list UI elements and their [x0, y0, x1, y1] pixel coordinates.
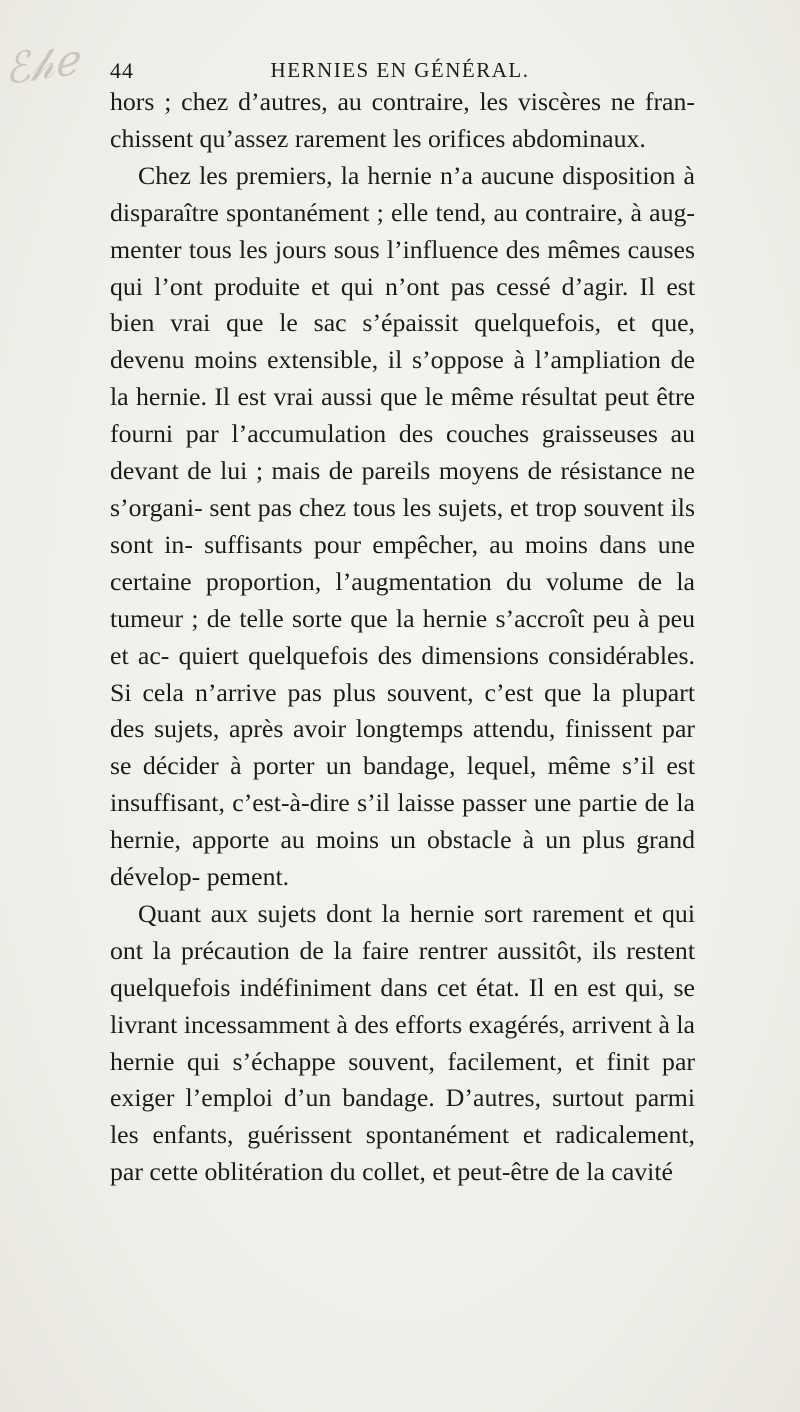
paragraph: Quant aux sujets dont la hernie sort rarement et qui ont la précaution de la faire rentrer aussitôt, ils restent quelquefois indéfiniment dans cet état. Il en est qui, se livrant incessamment à des efforts exagérés, arrivent à la hernie qui s’échappe souvent, facilement, et finit par exiger l’emploi d’un bandage. D’autres, surtout parmi les enfants, guérissent spontanément et radicalement, par cette oblitération du collet, et peut-être de la cavité: [110, 898, 695, 1187]
running-title: HERNIES EN GÉNÉRAL.: [270, 58, 530, 82]
body-text: [110, 84, 695, 1191]
paragraph: hors ; chez d’autres, au contraire, les viscères ne fran- chissent qu’assez rarement les orifices abdominaux.: [110, 87, 695, 153]
paragraph: Chez les premiers, la hernie n’a aucune disposition à disparaître spontanément ; elle tend, au contraire, à aug- menter tous les jours sous l’influence des mêmes causes qui l’ont produite et qui n’ont pas cessé d’agir. Il est bien vrai que le sac s’épaissit quelquefois, et que, devenu moins extensible, il s’oppose à l’ampliation de la hernie. Il est vrai aussi que le même résultat peut être fourni par l’accumulation des couches graisseuses au devant de lui ; mais de pareils moyens de résistance ne s’organi- sent pas chez tous les sujets, et trop souvent ils sont in- suffisants pour empêcher, au moins dans une certaine proportion, l’augmentation du volume de la tumeur ; de telle sorte que la hernie s’accroît peu à peu et ac- quiert quelquefois des dimensions considérables. Si cela n’arrive pas plus souvent, c’est que la plupart des sujets, après avoir longtemps attendu, finissent par se décider à porter un bandage, lequel, même s’il est insuffisant, c’est-à-dire s’il laisse passer une partie de la hernie, apporte au moins un obstacle à un plus grand dévelop- pement.: [110, 160, 695, 892]
page-number: 44: [110, 58, 134, 83]
page-header: [110, 58, 690, 86]
bleed-through-mark: ℰ𝒽ℯ: [1, 38, 82, 94]
